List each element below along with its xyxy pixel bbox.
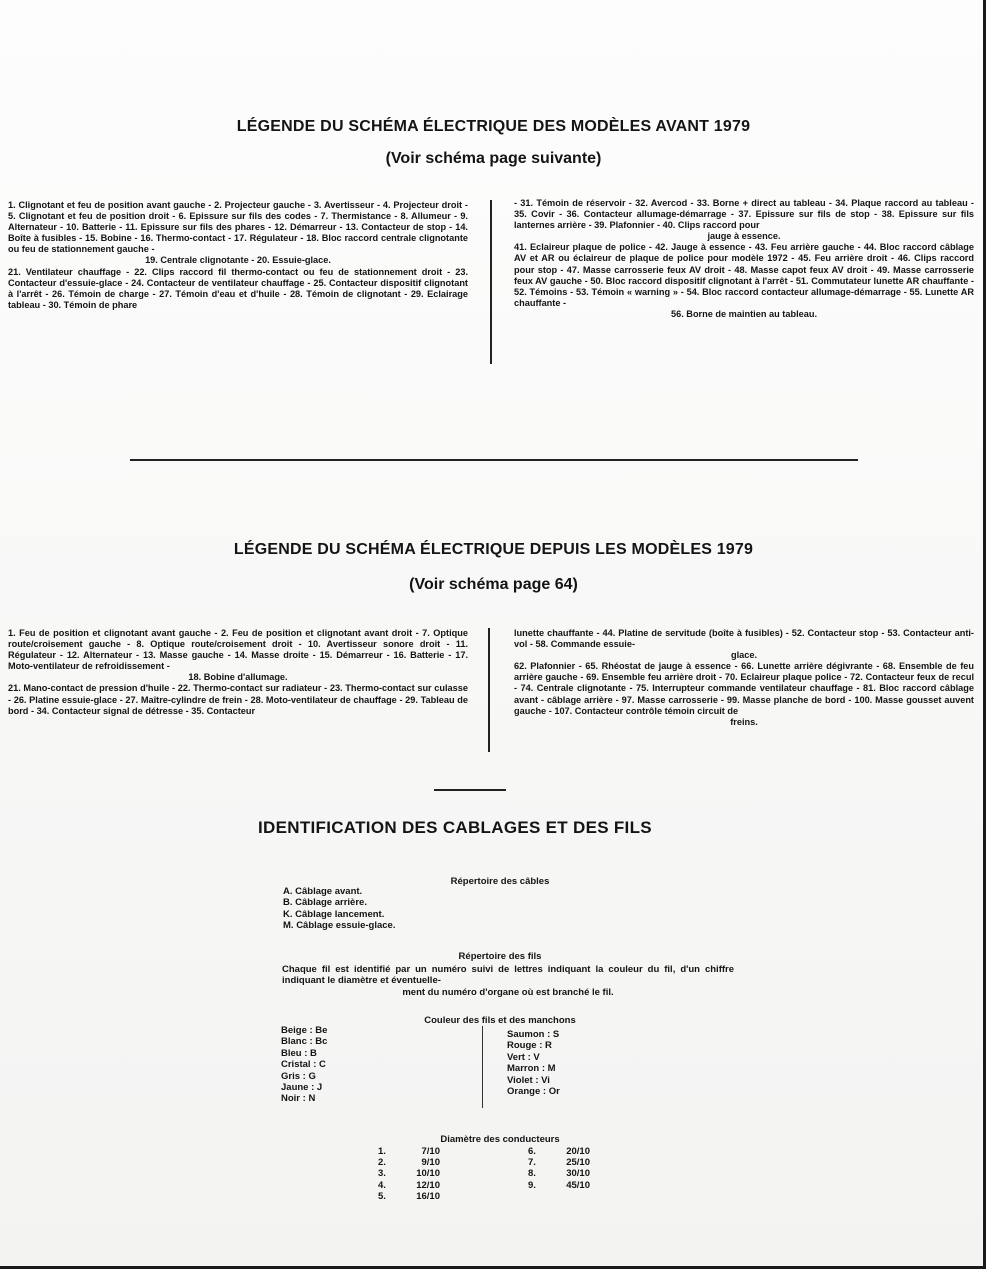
diameter-value: 30/10 [566,1168,590,1180]
diameter-number: 2. [378,1157,386,1169]
diameter-number: 4. [378,1179,386,1191]
short-separator [434,789,506,791]
diameter-value: 16/10 [416,1190,440,1202]
list-item: Gris : G [281,1070,316,1082]
list-item: Marron : M [507,1063,556,1075]
diameter-number: 7. [528,1157,536,1169]
cables-list [283,886,395,932]
fils-heading: Répertoire des fils [458,951,542,962]
section1-column-divider [490,200,492,364]
diameter-value: 45/10 [566,1179,590,1191]
section-separator [130,459,858,461]
section2-column-divider [488,628,490,752]
section3-title: IDENTIFICATION DES CABLAGES ET DES FILS [258,818,652,837]
list-item: Bleu : B [281,1047,317,1059]
diameter-value: 7/10 [421,1146,440,1157]
list-item: K. Câblage lancement. [283,908,385,920]
section1-title: LÉGENDE DU SCHÉMA ÉLECTRIQUE DES MODÈLES AVANT 1979 [236,118,751,135]
list-item: Blanc : Bc [281,1036,328,1048]
table-row [378,1157,440,1168]
list-item: A. Câblage avant. [283,886,363,897]
section1-right-column [514,198,974,320]
section2-right-column [514,628,974,728]
section2-right-second: 62. Plafonnier - 65. Rhéostat de jauge à essence - 66. Lunette arrière dégivrante - 68. Ensemble de feu arrière gauche - 69. Ensemble feu arrière droit - 70. Eclaireur plaque police - 72. Contacteur feux de recul - 74. Centrale clignotante - 75. Interrupteur commande ventilateur chauffage - 81. Bloc raccord câblage avant - câblage arrière - 97. Masse carrosserie - 99. Masse planche de bord - 100. Masse gousset auvent gauche - 107. Contacteur contrôle témoin circuit de [514,661,974,716]
section2-left-main: 1. Feu de position et clignotant avant gauche - 2. Feu de position et clignotant avant droit - 7. Optique route/croisement gauche - 8. Optique route/croisement droit - 10. Avertisseur sonore droit - 11. Régulateur - 12. Alternateur - 13. Masse gauche - 14. Masse droite - 15. Démarreur - 16. Batterie - 17. Moto-ventilateur de refroidissement - [8,628,468,672]
section1-right-main: - 31. Témoin de réservoir - 32. Avercod - 33. Borne + direct au tableau - 34. Plaque raccord au tableau - 35. Covir - 36. Contacteur allumage-démarrage - 37. Epissure sur fils de stop - 38. Epissure sur fils lanternes arrière - 39. Plafonnier - 40. Clips raccord pour [514,198,974,231]
section1-right-end: 56. Borne de maintien au tableau. [670,308,818,319]
section2-subtitle: (Voir schéma page 64) [409,576,578,593]
list-item: Beige : Be [281,1025,328,1036]
diameter-number: 9. [528,1179,536,1191]
diameter-value: 12/10 [416,1179,440,1191]
diameter-number: 5. [378,1190,386,1202]
diameter-value: 20/10 [566,1146,590,1157]
list-item: Cristal : C [281,1059,326,1071]
list-item: M. Câblage essuie-glace. [283,920,396,932]
diameter-value: 9/10 [421,1157,440,1169]
section2-title: LÉGENDE DU SCHÉMA ÉLECTRIQUE DEPUIS LES MODÈLES 1979 [233,541,754,558]
section2-left-column [8,628,468,717]
diameter-number: 3. [378,1168,386,1180]
list-item: Saumon : S [507,1029,560,1040]
section2-right-center: glace. [730,650,758,661]
section1-left-main: 1. Clignotant et feu de position avant gauche - 2. Projecteur gauche - 3. Avertisseur - 4. Projecteur droit - 5. Clignotant et feu de position droit - 6. Epissure sur fils des codes - 7. Thermistance - 8. Allumeur - 9. Alternateur - 10. Batterie - 11. Epissure sur fils des phares - 12. Démarreur - 13. Contacteur de stop - 14. Boîte à fusibles - 15. Bobine - 16. Thermo-contact - 17. Régulateur - 18. Bloc raccord centrale clignotante ou feu de stationnement gauche - [8,200,468,255]
table-row [378,1168,440,1179]
table-row [528,1168,590,1179]
colors-heading: Couleur des fils et des manchons [424,1015,576,1026]
list-item: Noir : N [281,1093,316,1105]
section1-subtitle: (Voir schéma page suivante) [385,150,602,167]
section1-left-center: 19. Centrale clignotante - 20. Essuie-glace. [145,255,331,266]
list-item: Jaune : J [281,1082,323,1094]
list-item: Rouge : R [507,1040,552,1052]
colors-divider [482,1026,483,1108]
table-row [378,1146,440,1157]
fils-description [282,964,734,998]
diameter-value: 10/10 [416,1168,440,1180]
diameter-heading: Diamètre des conducteurs [440,1134,560,1145]
diameter-number: 6. [528,1146,536,1157]
list-item: Vert : V [507,1051,540,1063]
table-row [378,1191,440,1202]
diameter-right-list [528,1146,590,1191]
section2-left-second: 21. Mano-contact de pression d'huile - 22. Thermo-contact sur radiateur - 23. Thermo-contact sur culasse - 26. Platine essuie-glace - 27. Maître-cylindre de frein - 28. Moto-ventilateur de chauffage - 29. Tableau de bord - 34. Contacteur signal de détresse - 35. Contacteur [8,683,468,716]
table-row [528,1146,590,1157]
diameter-value: 25/10 [566,1157,590,1169]
diameter-left-list [378,1146,440,1202]
colors-left-list [281,1025,327,1105]
cables-heading: Répertoire des câbles [450,876,550,887]
section1-right-center: jauge à essence. [707,231,781,242]
section2-right-end: freins. [730,716,758,727]
fils-text-a: Chaque fil est identifié par un numéro suivi de lettres indiquant la couleur du fil, d'un chiffre indiquant le diamètre et éventuelle- [282,964,734,987]
table-row [528,1180,590,1191]
section1-left-column [8,200,468,311]
diameter-number: 8. [528,1168,536,1180]
diameter-number: 1. [378,1146,386,1157]
section1-left-second: 21. Ventilateur chauffage - 22. Clips raccord fil thermo-contact ou feu de stationnement droit - 23. Contacteur d'essuie-glace - 24. Contacteur de ventilateur chauffage - 25. Contacteur dispositif clignotant à l'arrêt - 26. Témoin de charge - 27. Témoin d'eau et d'huile - 28. Témoin de clignotant - 29. Eclairage tableau - 30. Témoin de phare [8,266,468,310]
list-item: Orange : Or [507,1086,560,1098]
section1-right-second: 41. Eclaireur plaque de police - 42. Jauge à essence - 43. Feu arrière gauche - 44. Bloc raccord câblage AV et AR ou éclaireur de plaque de police pour modèle 1972 - 45. Feu arrière droit - 46. Clips raccord pour stop - 47. Masse carrosserie feux AV droit - 48. Masse capot feux AV droit - 49. Masse carrosserie feux AV gauche - 50. Bloc raccord dispositif clignotant à l'arrêt - 51. Commutateur lunette AR chauffante - 52. Témoins - 53. Témoin « warning » - 54. Bloc raccord contacteur allumage-démarrage - 55. Lunette AR chauffante - [514,242,974,308]
list-item: B. Câblage arrière. [283,897,367,909]
section2-left-center: 18. Bobine d'allumage. [188,672,288,683]
table-row [528,1157,590,1168]
section2-right-main: lunette chauffante - 44. Platine de servitude (boîte à fusibles) - 52. Contacteur stop - 53. Contacteur anti-vol - 58. Commande essuie- [514,628,974,650]
colors-right-list [507,1029,560,1097]
list-item: Violet : Vi [507,1074,550,1086]
table-row [378,1180,440,1191]
fils-text-b: ment du numéro d'organe où est branché le fil. [402,986,614,998]
